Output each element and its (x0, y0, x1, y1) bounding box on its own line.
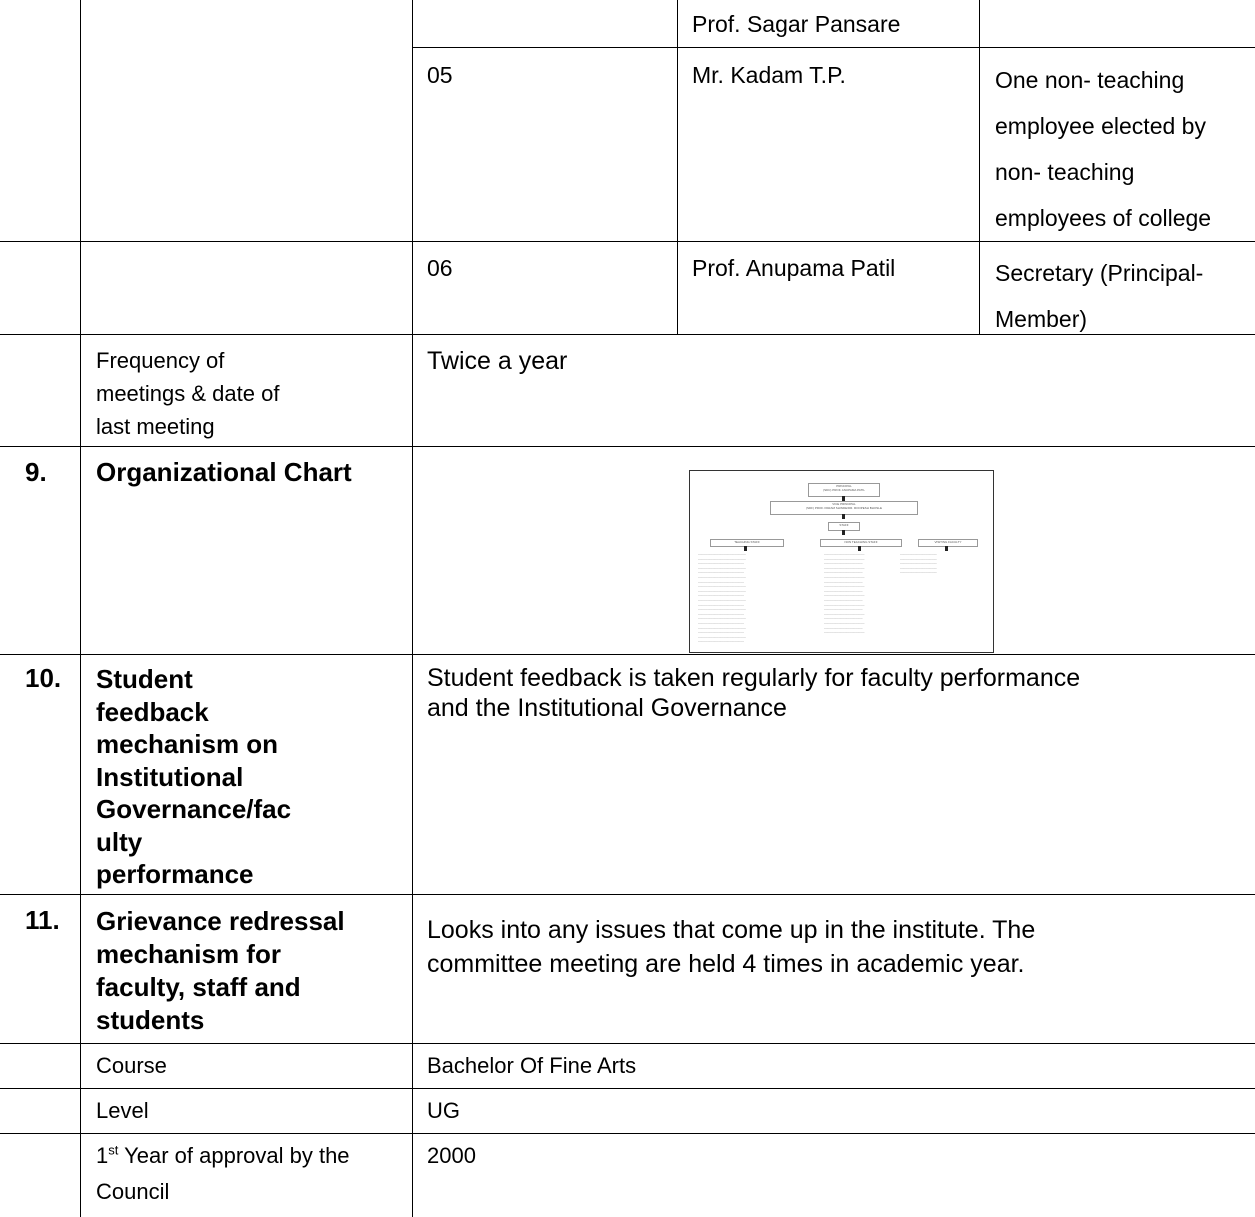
frequency-value: Twice a year (427, 347, 568, 375)
row-number-10: 10. (25, 663, 62, 693)
course-value: Bachelor Of Fine Arts (427, 1053, 637, 1078)
level-label: Level (96, 1098, 149, 1123)
row-number-9: 9. (25, 457, 47, 487)
row-number-11: 11. (25, 905, 60, 935)
org-chart-image (689, 470, 994, 653)
member-name-kadam: Mr. Kadam T.P. (692, 62, 846, 88)
org-list-teaching: ────────────────────────── ────────────────────────── ───────────────────────── ────────────────────────── ───────────────────────── ────────────────────────── ───────────────────────── ────────────────────────── ────────────────────────── ───────────────────────── ────────────────────────── ───────────────────────── ────────────────────────── ───────────────────────── ────────────────────────── ───────────────────────── ────────────────────────── ───────────────────────── ────────────────────────── ───────────────────────── (698, 553, 746, 644)
grievance-value: Looks into any issues that come up in the institute. The committee meeting are held 4 times in academic year. (427, 916, 1036, 978)
org-box-non-teaching: NON TEACHING STAFF (820, 539, 902, 547)
org-box-principal: PRINCIPAL (SDC) PROF. ANUPAMA PATIL (808, 483, 880, 497)
member-name-patil: Prof. Anupama Patil (692, 255, 896, 281)
org-box-vice-principal: VICE PRINCIPAL (SDF) PROF. PARAM SHINDE/DR. ROOPESH BHOSLE (770, 501, 918, 515)
grievance-label: Grievance redressal mechanism for faculty, staff and students (96, 906, 345, 1035)
member-number-06: 06 (427, 255, 453, 281)
org-box-staff: STAFF (828, 522, 860, 531)
member-number-05: 05 (427, 62, 453, 88)
member-role-patil: Secretary (Principal- Member) (995, 260, 1204, 332)
course-label: Course (96, 1053, 167, 1078)
student-feedback-label: Student feedback mechanism on Institutional Governance/fac ulty performance (96, 664, 292, 889)
org-list-non-teaching: ────────────────────── ────────────────────── ───────────────────── ────────────────────── ───────────────────── ────────────────────── ───────────────────── ────────────────────── ───────────────────── ────────────────────── ───────────────────── ────────────────────── ───────────────────── ────────────────────── ───────────────────── ────────────────────── ───────────────────── ────────────────────── (824, 553, 865, 635)
member-name-pansare: Prof. Sagar Pansare (692, 11, 901, 37)
org-box-visiting: VISITING FACULTY (918, 539, 978, 547)
member-role-kadam: One non- teaching employee elected by non- teaching employees of college (995, 67, 1212, 231)
org-list-visiting: ──────────────────── ──────────────────── ──────────────────── ──────────────────── ──────────────────── (900, 553, 937, 575)
frequency-label: Frequency of meetings & date of last meeting (96, 348, 280, 439)
org-box-teaching: TEACHING STAFF (710, 539, 784, 547)
level-value: UG (427, 1098, 460, 1123)
approval-value: 2000 (427, 1143, 476, 1168)
student-feedback-value: Student feedback is taken regularly for faculty performance and the Institutional Governance (427, 664, 1081, 722)
approval-label: 1st Year of approval by the Council (96, 1142, 350, 1204)
org-chart-label: Organizational Chart (96, 457, 352, 487)
